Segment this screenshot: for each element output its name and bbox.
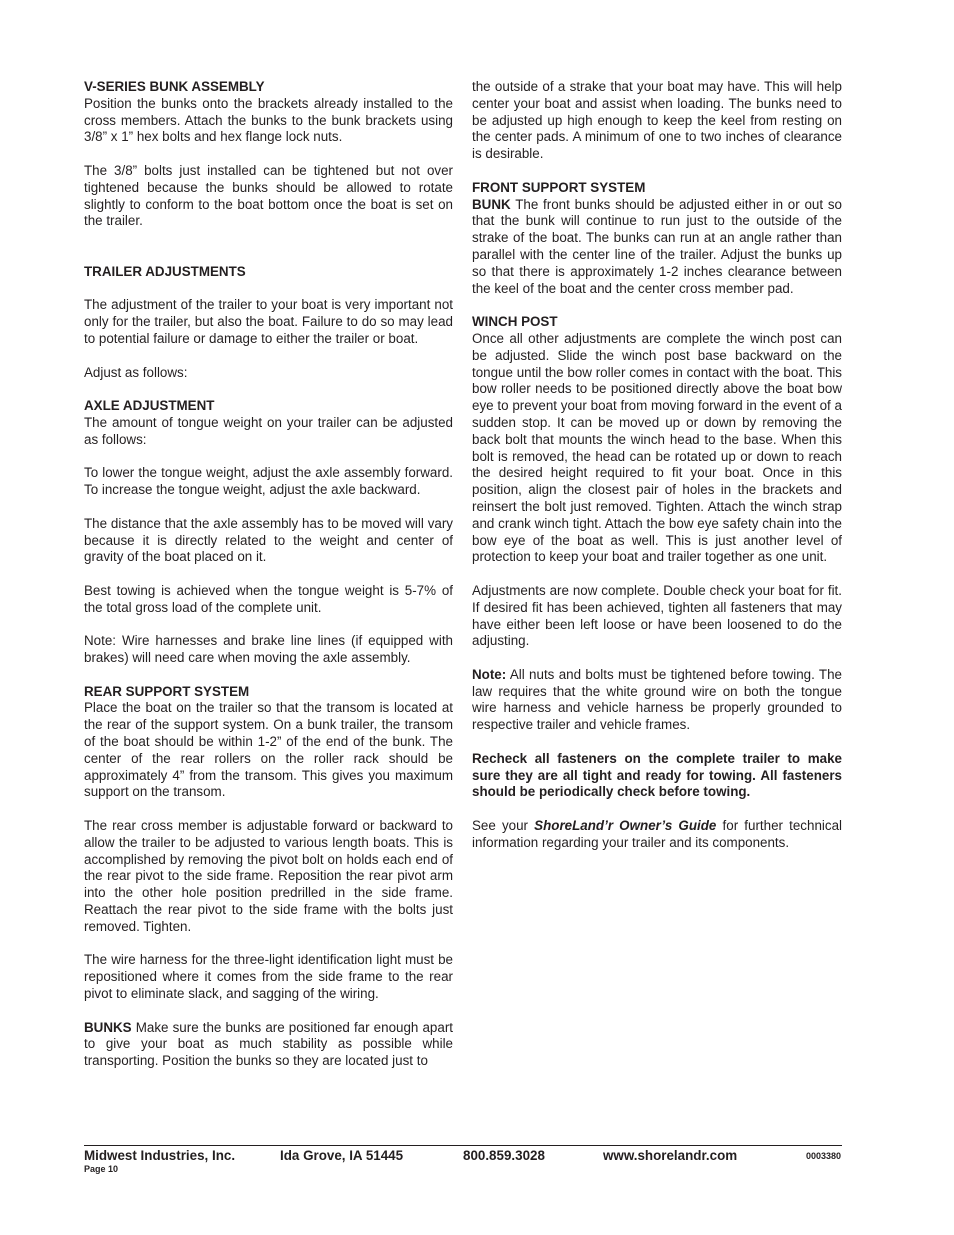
bunks-text: Make sure the bunks are positioned far enough apart to give your boat as much stability as possible while transporting. Position the bunks so they are located just to [84,1019,453,1069]
footer-company: Midwest Industries, Inc. [84,1148,236,1163]
owners-guide-paragraph [472,818,842,852]
front-bunk-paragraph [472,197,842,298]
adjustments-complete-paragraph: Adjustments are now complete. Double check your boat for fit. If desired fit has been achieved, tighten all fasteners that may have either been left loose or have been loosened to do the adjusting. [472,582,842,649]
owners-guide-title: ShoreLand’r Owner’s Guide [534,818,717,834]
note-paragraph [472,667,842,734]
footer-divider [84,1145,842,1146]
note-label: Note: [472,666,507,682]
recheck-paragraph: Recheck all fasteners on the complete trailer to make sure they are all tight and ready for towing. All fasteners should be periodically check before towing. [472,750,842,800]
front-support-heading: FRONT SUPPORT SYSTEM [472,179,646,195]
bunks-paragraph [84,1020,453,1070]
axle-adjustment-heading: AXLE ADJUSTMENT [84,398,215,414]
bunks-label: BUNKS [84,1019,132,1035]
rear-paragraph-1: Place the boat on the trailer so that the transom is located at the rear of the support system. On a bunk trailer, the transom of the boat should be within 1-2” of the end of the bunk. The center of the rear rollers on the roller rack should be approximately 4” from the transom. This gives you maximum support on the transom. [84,700,453,800]
axle-paragraph-4: Best towing is achieved when the tongue weight is 5-7% of the total gross load of the complete unit. [84,582,453,615]
footer-phone: 800.859.3028 [463,1148,545,1163]
rear-paragraph-2: The rear cross member is adjustable forward or backward to allow the trailer to be adjusted to various length boats. This is accomplished by removing the pivot bolt on holds each end of the rear pivot to the side frame. Reposition the rear pivot arm into the other hole position predrilled in the side frame. Reattach the rear pivot to the side frame with the bolts just removed. Tighten. [84,818,453,934]
axle-paragraph-5: Note: Wire harnesses and brake line lines (if equipped with brakes) will need care when moving the axle assembly. [84,633,453,666]
left-column [84,79,453,1070]
axle-paragraph-3: The distance that the axle assembly has to be moved will vary because it is directly related to the weight and center of gravity of the boat placed on it. [84,515,453,565]
footer-website: www.shorelandr.com [603,1148,738,1163]
front-bunk-label: BUNK [472,196,511,212]
winch-post-heading: WINCH POST [472,314,558,330]
rear-support-heading: REAR SUPPORT SYSTEM [84,683,250,699]
guide-trailing-text: for further technical information regarding your trailer and its components. [472,818,842,850]
note-text: All nuts and bolts must be tightened before towing. The law requires that the white ground wire on both the tongue wire harness and vehicle harness be properly grounded to respective trailer and vehicle frames. [472,666,842,733]
footer-doc-number: 0003380 [806,1151,842,1161]
vseries-heading: V-SERIES BUNK ASSEMBLY [84,79,265,94]
rear-paragraph-3: The wire harness for the three-light identification light must be repositioned where it comes from the side frame to the rear pivot to eliminate slack, and sagging of the wiring. [84,952,453,1002]
vseries-paragraph-2: The 3/8” bolts just installed can be tightened but not over tightened because the bunks should be allowed to rotate slightly to conform to the boat bottom once the boat is set on the trailer. [84,162,453,229]
vseries-paragraph-1: Position the bunks onto the brackets already installed to the cross members. Attach the bunks to the bunk brackets using 3/8” x 1” hex bolts and hex flange lock nuts. [84,95,453,145]
footer-city: Ida Grove, IA 51445 [280,1148,404,1163]
axle-paragraph-1: The amount of tongue weight on your trailer can be adjusted as follows: [84,414,453,447]
trailer-paragraph-1: The adjustment of the trailer to your boat is very important not only for the trailer, but also the boat. Failure to do so may lead to potential failure or damage to either the trailer or boat. [84,297,453,346]
trailer-paragraph-2: Adjust as follows: [84,364,188,380]
right-column [472,79,842,852]
page-number: Page 10 [84,1164,119,1174]
axle-paragraph-2: To lower the tongue weight, adjust the axle assembly forward. To increase the tongue weight, adjust the axle backward. [84,465,453,498]
trailer-adjustments-heading: TRAILER ADJUSTMENTS [84,263,246,279]
bunks-continued-paragraph: the outside of a strake that your boat may have. This will help center your boat and assist when loading. The bunks need to be adjusted up high enough to keep the keel from resting on the center pads. A minimum of one to two inches of clearance is desirable. [472,79,842,162]
front-bunk-text: The front bunks should be adjusted either in or out so that the bunk will continue to run just to the outside of the strake of the boat. The bunks can run at an angle rather than parallel with the center line of the trailer. Adjust the bunks up so that there is approximately 1-2 inches clearance between the keel of the boat and the center cross member pad. [472,196,842,296]
see-your-text: See your [472,818,535,834]
winch-paragraph: Once all other adjustments are complete the winch post can be adjusted. Slide the winch post base backward on the tongue until the bow roller comes in contact with the boat. This bow roller needs to be positioned directly above the boat bow eye to prevent your boat from moving forward in the event of a sudden stop. It can be moved up or down by removing the back bolt that mounts the winch head to the base. When this bolt is removed, the head can be rotated up or down to reach the desired height required to fit your boat. Once in this position, align the closest pair of holes in the brackets and reinsert the bolt just removed. Tighten. Attach the winch strap and crank winch tight. Attach the bow eye safety chain into the bow eye of the boat as well. This is just another level of protection to keep your boat and trailer together as one unit. [472,330,842,565]
